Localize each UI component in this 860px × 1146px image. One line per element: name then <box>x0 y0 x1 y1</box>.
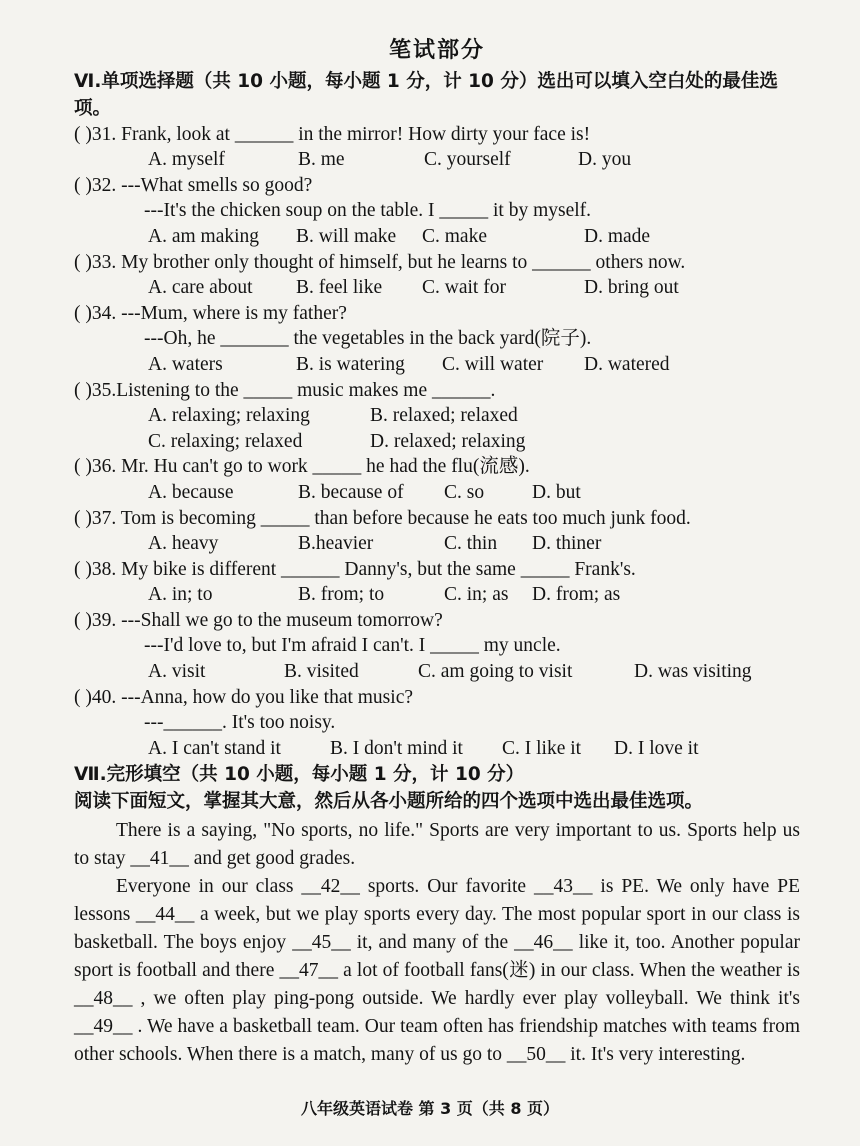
answer-option: B. visited <box>284 661 359 683</box>
question-item <box>74 557 800 608</box>
answer-option: A. visit <box>148 661 206 683</box>
question-item <box>74 301 800 378</box>
question-stem: ( )39. ---Shall we go to the museum tomorrow? <box>74 609 443 631</box>
answer-option: D. but <box>532 481 581 503</box>
answer-option: D. from; as <box>532 584 621 606</box>
question-item <box>74 250 800 301</box>
answer-option: B. will make <box>296 225 397 247</box>
page-title: 笔试部分 <box>388 38 485 63</box>
option-row <box>74 147 800 173</box>
question-stem: ( )34. ---Mum, where is my father? <box>74 302 347 324</box>
answer-option: C. yourself <box>424 149 511 171</box>
question-stem: ( )32. ---What smells so good? <box>74 174 313 196</box>
section-7-heading: Ⅶ.完形填空（共 10 小题，每小题 1 分，计 10 分） <box>74 764 525 786</box>
answer-option: B. is watering <box>296 353 405 375</box>
answer-option: D. I love it <box>614 737 699 759</box>
passage-paragraph: Everyone in our class __42__ sports. Our favorite __43__ is PE. We only have PE lessons __44__ a week, but we play sports every day. The most popular sport in our class is basketball. The boys enjoy __45__ it, and many of the __46__ like it, too. Another popular sport is football and there __47__ a lot of football fans(迷) in our class. When the weather is __48__ , we often play ping-pong outside. We hardly ever play volleyball. We think it's __49__ . We have a basketball team. Our team often has friendship matches with teams from other schools. When there is a match, many of us go to __50__ it. It's very interesting. <box>74 876 800 1066</box>
option-row <box>74 429 800 455</box>
option-row <box>74 582 800 608</box>
question-list <box>74 122 800 762</box>
answer-option: A. I can't stand it <box>148 737 281 759</box>
answer-option: B. me <box>298 149 345 171</box>
section-6-heading: Ⅵ.单项选择题（共 10 小题，每小题 1 分，计 10 分）选出可以填入空白处的最佳选项。 <box>74 70 778 119</box>
answer-option: B. I don't mind it <box>330 737 463 759</box>
answer-option: C. thin <box>444 533 498 555</box>
answer-option: B.heavier <box>298 533 374 555</box>
answer-option: A. because <box>148 481 234 503</box>
answer-option: D. thiner <box>532 533 602 555</box>
question-stem: ( )40. ---Anna, how do you like that music? <box>74 686 414 708</box>
option-row <box>74 659 800 685</box>
option-row <box>74 224 800 250</box>
answer-option: B. relaxed; relaxed <box>370 405 518 427</box>
option-row <box>74 275 800 301</box>
question-reply: ---Oh, he _______ the vegetables in the back yard(院子). <box>144 328 592 350</box>
answer-option: D. relaxed; relaxing <box>370 430 526 452</box>
section-7-instruction: 阅读下面短文，掌握其大意，然后从各小题所给的四个选项中选出最佳选项。 <box>74 791 704 813</box>
answer-option: C. so <box>444 481 485 503</box>
answer-option: A. in; to <box>148 584 213 606</box>
answer-option: C. relaxing; relaxed <box>148 430 303 452</box>
answer-option: A. relaxing; relaxing <box>148 405 310 427</box>
answer-option: D. you <box>578 149 632 171</box>
answer-option: C. am going to visit <box>418 661 573 683</box>
question-reply: ---It's the chicken soup on the table. I _____ it by myself. <box>144 200 592 222</box>
answer-option: A. myself <box>148 149 225 171</box>
question-reply: ---I'd love to, but I'm afraid I can't. I _____ my uncle. <box>144 635 561 657</box>
cloze-passage <box>74 817 800 1069</box>
answer-option: D. bring out <box>584 277 679 299</box>
page-footer: 八年级英语试卷 第 3 页（共 8 页） <box>300 1099 560 1118</box>
option-row <box>74 736 800 762</box>
question-stem: ( )37. Tom is becoming _____ than before because he eats too much junk food. <box>74 507 691 529</box>
answer-option: C. make <box>422 225 487 247</box>
answer-option: A. waters <box>148 353 223 375</box>
question-item <box>74 685 800 762</box>
answer-option: C. in; as <box>444 584 509 606</box>
question-stem: ( )36. Mr. Hu can't go to work _____ he had the flu(流感). <box>74 456 530 478</box>
option-row <box>74 352 800 378</box>
question-item <box>74 608 800 685</box>
answer-option: A. care about <box>148 277 253 299</box>
answer-option: D. was visiting <box>634 661 752 683</box>
question-item <box>74 454 800 505</box>
question-item <box>74 378 800 455</box>
answer-option: D. made <box>584 225 651 247</box>
question-stem: ( )33. My brother only thought of himself, but he learns to ______ others now. <box>74 251 686 273</box>
answer-option: B. from; to <box>298 584 385 606</box>
question-reply: ---______. It's too noisy. <box>144 712 336 734</box>
answer-option: C. wait for <box>422 277 506 299</box>
question-stem: ( )31. Frank, look at ______ in the mirror! How dirty your face is! <box>74 123 591 145</box>
question-item <box>74 173 800 250</box>
question-stem: ( )35.Listening to the _____ music makes me ______. <box>74 379 496 401</box>
option-row <box>74 403 800 429</box>
answer-option: C. I like it <box>502 737 582 759</box>
answer-option: D. watered <box>584 353 670 375</box>
option-row <box>74 480 800 506</box>
passage-paragraph: There is a saying, "No sports, no life." Sports are very important to us. Sports help us to stay __41__ and get good grades. <box>74 820 800 870</box>
question-item <box>74 122 800 173</box>
answer-option: B. because of <box>298 481 404 503</box>
answer-option: B. feel like <box>296 277 383 299</box>
answer-option: A. am making <box>148 225 260 247</box>
question-stem: ( )38. My bike is different ______ Danny's, but the same _____ Frank's. <box>74 558 636 580</box>
answer-option: A. heavy <box>148 533 219 555</box>
option-row <box>74 531 800 557</box>
question-item <box>74 506 800 557</box>
answer-option: C. will water <box>442 353 544 375</box>
